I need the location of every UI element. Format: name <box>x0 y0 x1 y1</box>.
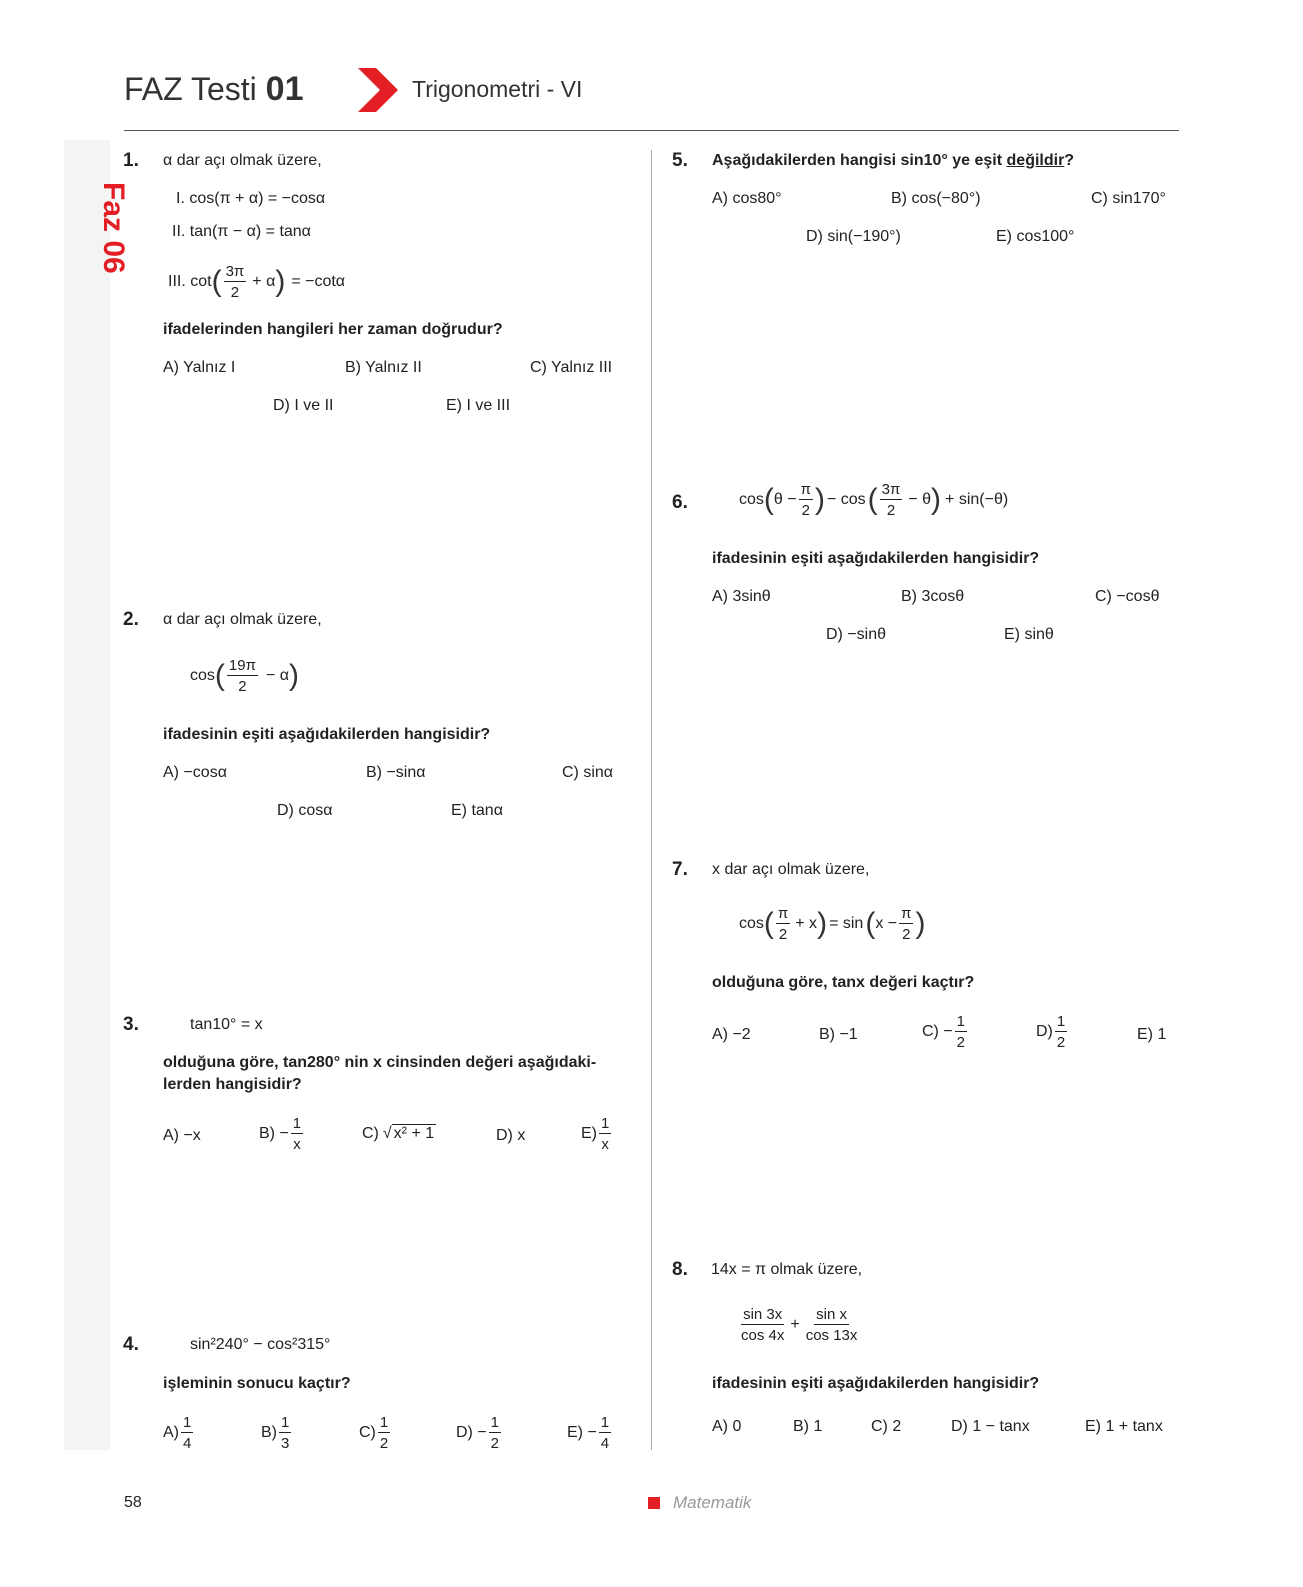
chevron-right-icon <box>358 68 400 112</box>
q3-option-e[interactable]: E) 1 x <box>581 1115 610 1153</box>
title-number: 01 <box>265 70 304 108</box>
q3-option-c[interactable]: C) √ x² + 1 <box>362 1124 435 1142</box>
q6-option-c[interactable]: C) −cosθ <box>1095 588 1160 605</box>
faz-06-logo <box>60 150 130 274</box>
q5-option-d[interactable]: D) sin(−190°) <box>806 228 901 245</box>
q6-option-a[interactable]: A) 3sinθ <box>712 588 771 605</box>
footer-square-icon <box>648 1497 660 1509</box>
q8-option-e[interactable]: E) 1 + tanx <box>1085 1418 1163 1435</box>
q1-option-d[interactable]: D) I ve II <box>273 397 334 414</box>
q5-option-a[interactable]: A) cos80° <box>712 190 782 207</box>
page-subtitle: Trigonometri - VI <box>412 76 583 102</box>
svg-text:Faz 06: Faz 06 <box>97 182 130 274</box>
q3-question-line-1: olduğuna göre, tan280° nin x cinsinden değeri aşağıdaki- <box>163 1054 597 1071</box>
q5-question: Aşağıdakilerden hangisi sin10° ye eşit değildir? <box>712 152 1075 169</box>
q7-intro: x dar açı olmak üzere, <box>712 861 870 878</box>
q6-option-d[interactable]: D) −sinθ <box>826 626 887 643</box>
q8-expression: sin 3x cos 4x + $\frac{\text{sin x}}{\cos 13x}$ <box>741 1306 858 1344</box>
q7-option-c[interactable]: C) − $\frac{1}{2}$ <box>922 1013 966 1051</box>
q2-option-d[interactable]: D) cosα <box>277 802 333 819</box>
q2-option-a[interactable]: A) −cosα <box>163 764 227 781</box>
q8-option-c[interactable]: C) 2 <box>871 1418 902 1435</box>
q2-option-b[interactable]: B) −sinα <box>366 764 426 781</box>
q7-question: olduğuna göre, tanx değeri kaçtır? <box>712 974 975 991</box>
q7-option-d[interactable]: D) 1 2 <box>1036 1013 1066 1051</box>
q3-option-d[interactable]: D) x <box>496 1127 526 1144</box>
q3-number: 3. <box>123 1014 139 1035</box>
q3-option-a[interactable]: A) −x <box>163 1127 201 1144</box>
q4-expression: sin²240° − cos²315° <box>190 1336 331 1353</box>
q2-question: ifadesinin eşiti aşağıdakilerden hangisidir? <box>163 726 491 743</box>
q3-question-line-2: lerden hangisidir? <box>163 1076 302 1093</box>
page-title <box>124 70 304 109</box>
q4-question: işleminin sonucu kaçtır? <box>163 1375 351 1392</box>
page-number: 58 <box>124 1494 142 1511</box>
footer-subject: Matematik <box>673 1493 752 1512</box>
q1-option-b[interactable]: B) Yalnız II <box>345 359 422 376</box>
q8-number: 8. <box>672 1259 688 1280</box>
q5-option-c[interactable]: C) sin170° <box>1091 190 1166 207</box>
q4-option-e[interactable]: E) − $\frac{1}{4}$ <box>567 1414 610 1452</box>
q1-statement-3: III. cot ( 3π 2 + α ) = −cotα <box>168 263 346 301</box>
title-prefix: FAZ Testi <box>124 71 257 107</box>
q7-option-a[interactable]: A) −2 <box>712 1026 751 1043</box>
q1-option-e[interactable]: E) I ve III <box>446 397 511 414</box>
q7-option-e[interactable]: E) 1 <box>1137 1026 1167 1043</box>
q2-intro: α dar açı olmak üzere, <box>163 611 322 628</box>
q4-option-d[interactable]: D) − $\frac{1}{2}$ <box>456 1414 500 1452</box>
q1-statement-2: II. tan(π − α) = tanα <box>172 223 311 240</box>
q4-option-c[interactable]: C) 1 2 <box>359 1414 389 1452</box>
q1-intro: α dar açı olmak üzere, <box>163 152 322 169</box>
q2-expression: cos ( 19π 2 − α ) <box>190 657 299 695</box>
q4-number: 4. <box>123 1334 139 1355</box>
q6-number: 6. <box>672 492 688 513</box>
q1-question: ifadelerinden hangileri her zaman doğrudur? <box>163 321 503 338</box>
q6-option-b[interactable]: B) 3cosθ <box>901 588 965 605</box>
q7-number: 7. <box>672 859 688 880</box>
q5-option-b[interactable]: B) cos(−80°) <box>891 190 981 207</box>
q5-option-e[interactable]: E) cos100° <box>996 228 1075 245</box>
q2-option-c[interactable]: C) sinα <box>562 764 614 781</box>
q5-number: 5. <box>672 150 688 171</box>
q8-option-d[interactable]: D) 1 − tanx <box>951 1418 1030 1435</box>
q1-option-a[interactable]: A) Yalnız I <box>163 359 236 376</box>
q6-expression: cos ( θ − $\frac{\pi}{2}$ ) − cos ( 3π 2 − θ ) + sin(−θ) <box>739 481 1009 519</box>
q7-equation: cos ( π 2 + x ) = sin ( x − $\frac{\pi}{2}$ ) <box>739 905 926 943</box>
q4-option-a[interactable]: A) 1 4 <box>163 1414 192 1452</box>
q8-option-a[interactable]: A) 0 <box>712 1418 742 1435</box>
q1-statement-1: I. cos(π + α) = −cosα <box>176 190 326 207</box>
q8-option-b[interactable]: B) 1 <box>793 1418 823 1435</box>
column-divider <box>651 150 652 1450</box>
q8-question: ifadesinin eşiti aşağıdakilerden hangisidir? <box>712 1375 1040 1392</box>
q1-option-c[interactable]: C) Yalnız III <box>530 359 613 376</box>
q4-option-b[interactable]: B) 1 3 <box>261 1414 290 1452</box>
q6-question: ifadesinin eşiti aşağıdakilerden hangisidir? <box>712 550 1040 567</box>
q3-given: tan10° = x <box>190 1016 263 1033</box>
q2-option-e[interactable]: E) tanα <box>451 802 503 819</box>
header-rule <box>124 130 1179 131</box>
q8-intro: 14x = π olmak üzere, <box>711 1261 863 1278</box>
side-strip <box>64 140 110 1450</box>
q6-option-e[interactable]: E) sinθ <box>1004 626 1054 643</box>
q1-number: 1. <box>123 150 139 171</box>
q3-option-b[interactable]: B) − $\frac{1}{x}$ <box>259 1115 302 1153</box>
q7-option-b[interactable]: B) −1 <box>819 1026 858 1043</box>
q2-number: 2. <box>123 609 139 630</box>
